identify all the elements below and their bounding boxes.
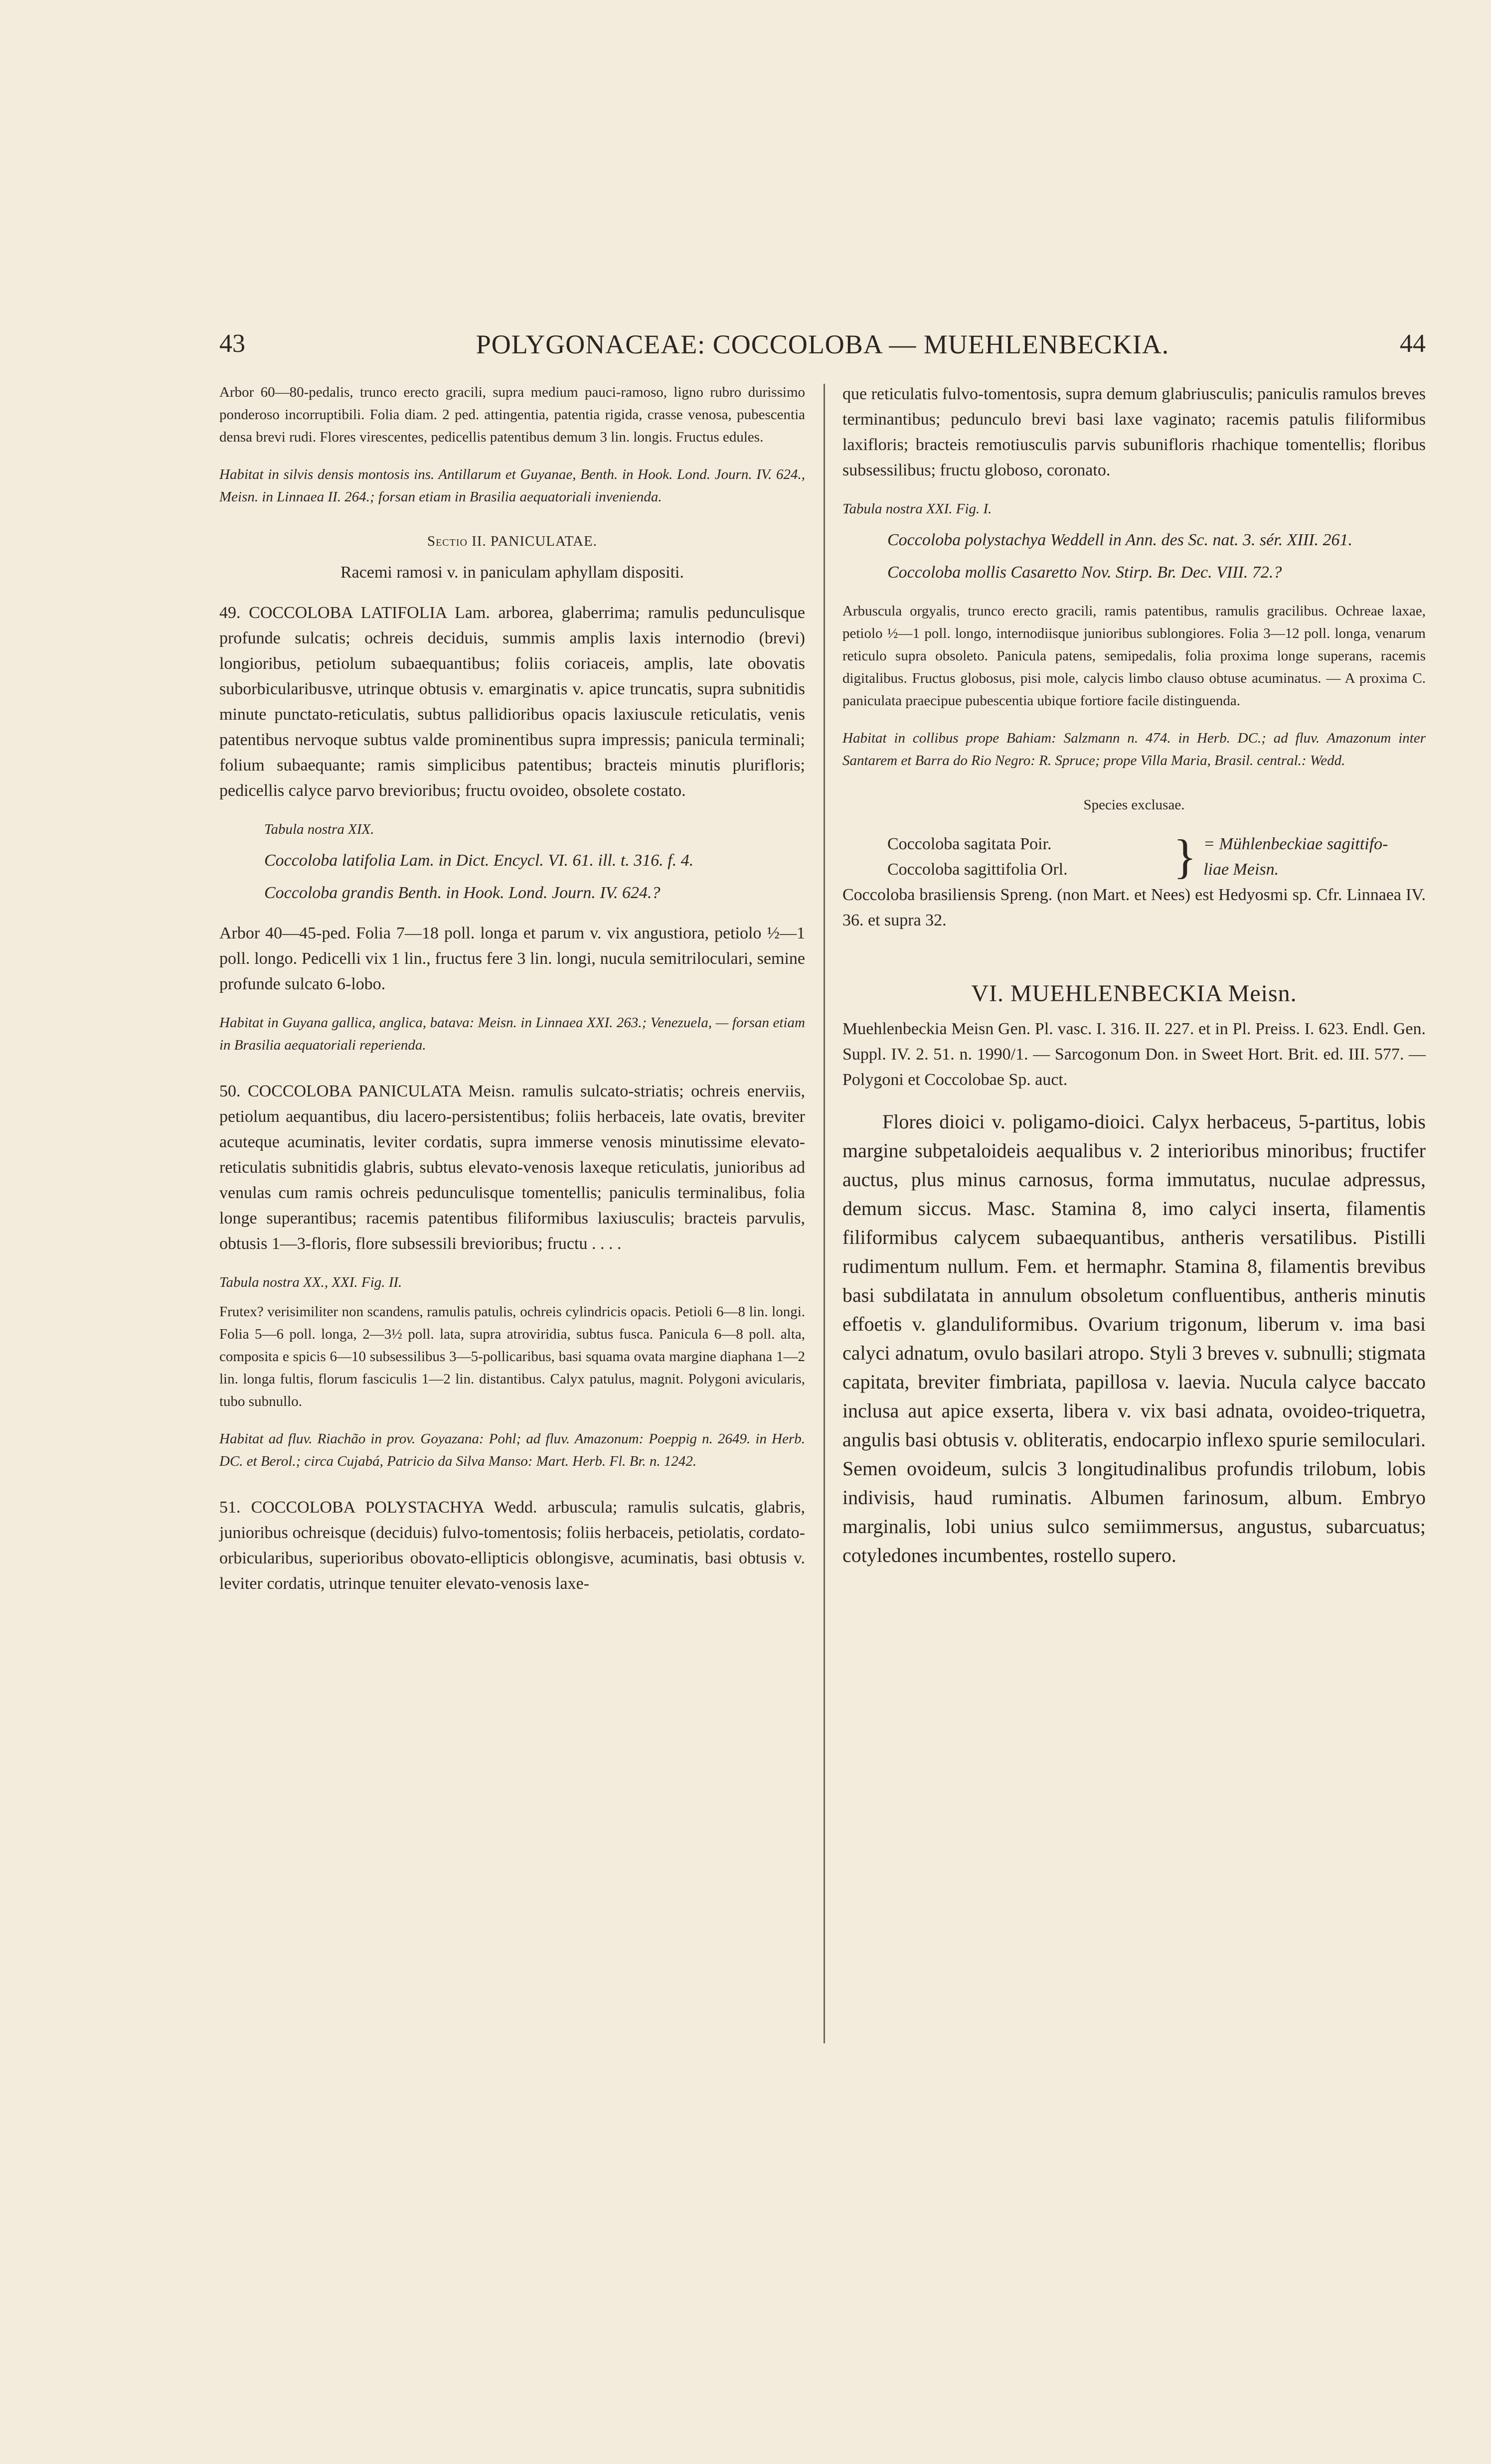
species-51-description: Arbuscula orgyalis, trunco erecto gracili, ramis patentibus, ramulis gracilibus. Ochreae laxae, petiolo ½—1 poll. longo, internodiisque junioribus sublongiores. Folia 3—12 poll. longa, venarum reticulo supra obsoleto. Panicula patens, semipedalis, folia proxima longe superans, racemis digitalibus. Fructus globosus, pisi mole, calycis limbo clauso obtuse acuminatus. — A proxima C. paniculata praecipue pubescentia ubique fortiore facile distinguenda. bbox=[842, 603, 1426, 709]
excluded-species-heading: Species exclusae. bbox=[1083, 797, 1185, 813]
species-50-diagnosis: 50. COCCOLOBA PANICULATA Meisn. ramulis sulcato-striatis; ochreis enerviis, petiolum aequantibus, diu lacero-persistentibus; foliis herbaceis, late ovatis, breviter acuteque acuminatis, leviter cordatis, supra immerse venosis minutissime elevato-reticulatis subnitidis glabris, subtus elevato-venosis laxeque reticulatis, junioribus ad venulas cum ramis ochreis pedunculisque tomentellis; paniculis terminalibus, folia longe superantibus; racemis patentibus filiformibus laxiusculis; bracteis parvulis, obtusis 1—3-floris, flore subsessili brevioribus; fructu . . . . bbox=[219, 1082, 805, 1253]
left-column bbox=[219, 381, 805, 1603]
section-heading: Sectio II. PANICULATAE. bbox=[427, 533, 598, 549]
species-50-habitat: Habitat ad fluv. Riachão in prov. Goyazana: Pohl; ad fluv. Amazonum: Poeppig n. 2649. in Herb. DC. et Berol.; circa Cujabá, Patricio da Silva Manso: Mart. Herb. Fl. Br. n. 1242. bbox=[219, 1431, 805, 1469]
species-49-description: Arbor 40—45-ped. Folia 7—18 poll. longa et parum v. vix angustiora, petiolo ½—1 poll. longo. Pedicelli vix 1 lin., fructus fere 3 lin. longi, nucula semitriloculari, semine profunde sulcato 6-lobo. bbox=[219, 924, 805, 993]
habitat-note: Habitat in silvis densis montosis ins. Antillarum et Guyanae, Benth. in Hook. Lond. Journ. IV. 624., Meisn. in Linnaea II. 264.; forsan etiam in Brasilia aequatoriali invenienda. bbox=[219, 466, 805, 505]
page-header bbox=[219, 329, 1426, 369]
species-51-diagnosis-continued: que reticulatis fulvo-tomentosis, supra demum glabriusculis; paniculis ramulos breves terminantibus; pedunculo brevi basi laxe vaginato; racemis patulis filiformibus laxifloris; bracteis remotiusculis parvis subunifloris rhachique tomentellis; floribus subsessilibus; fructu globoso, coronato. bbox=[842, 385, 1426, 479]
genus-description: Flores dioici v. poligamo-dioici. Calyx herbaceus, 5-partitus, lobis margine subpetaloideis aequalibus v. 2 interioribus minoribus; fructifer auctus, plus minus carnosus, forma immutatus, nuculae adpressus, demum siccus. Masc. Stamina 8, imo calyci inserta, filamentis filiformibus calycem subaequantibus, antheris versatilibus. Pistilli rudimentum nullum. Fem. et hermaphr. Stamina 8, filamentis brevibus basi subdilatata in annulum obsoletum confluentibus, antheris minutis effoetis v. glanduliformibus. Ovarium trigonum, liberum v. ima basi calyci adnatum, ovulo basilari atropo. Styli 3 breves v. subnulli; stigmata capitata, breviter fimbriata, papillosa v. laevia. Nucula calyce baccato inclusa aut apice exserta, libera v. vix basi adnata, ovoideo-triquetra, angulis basi obtusis v. obliteratis, endocarpio inflexo spurie semiloculari. Semen ovoideum, sulcis 3 longitudinalibus profundis trilobum, lobis indivisis, haud ruminatis. Albumen farinosum, album. Embryo marginalis, lobi unius sulco semiimmersus, angustus, subarcuatus; cotyledones incumbentes, rostello supero. bbox=[842, 1110, 1426, 1566]
species-50-plate: Tabula nostra XX., XXI. Fig. II. bbox=[219, 1274, 402, 1290]
genus-heading: VI. MUEHLENBECKIA Meisn. bbox=[971, 980, 1297, 1007]
species-description: Arbor 60—80-pedalis, trunco erecto gracili, supra medium pauci-ramoso, ligno rubro durissimo ponderoso incorruptibili. Folia diam. 2 ped. attingentia, patentia rigida, crasse venosa, pubescentia densa brevi rudi. Flores virescentes, pedicellis patentibus demum 3 lin. longis. Fructus edules. bbox=[219, 384, 805, 445]
right-column bbox=[842, 381, 1426, 1577]
excluded-species-1: Coccoloba sagitata Poir. bbox=[887, 835, 1052, 853]
species-50-description: Frutex? verisimiliter non scandens, ramulis patulis, ochreis cylindricis opacis. Petioli 6—8 lin. longi. Folia 5—6 poll. longa, 2—3½ poll. lata, supra atroviridia, subtus fusca. Panicula 6—8 poll. alta, composita e spicis 6—10 subsessilibus 3—5-pollicaribus, basi squama ovata margine diaphana 1—2 lin. longa fultis, florum fasciculis 1—2 lin. distantibus. Calyx patulus, magnit. Polygoni avicularis, tubo subnullo. bbox=[219, 1304, 805, 1409]
excluded-species-3: Coccoloba brasiliensis Spreng. (non Mart. et Nees) est Hedyosmi sp. Cfr. Linnaea IV. 36. et supra 32. bbox=[842, 886, 1426, 929]
section-description: Racemi ramosi v. in paniculam aphyllam dispositi. bbox=[340, 563, 684, 582]
excluded-species-equivalent-b: liae Meisn. bbox=[1203, 860, 1279, 879]
excluded-species-equivalent-a: = Mühlenbeckiae sagittifo- bbox=[1203, 835, 1388, 853]
page-number-left: 43 bbox=[219, 329, 245, 358]
excluded-species-pair bbox=[842, 831, 1426, 882]
page-number-right: 44 bbox=[1400, 329, 1426, 358]
running-title: POLYGONACEAE: COCCOLOBA — MUEHLENBECKIA. bbox=[476, 329, 1169, 359]
species-49-plate: Tabula nostra XIX. bbox=[264, 821, 374, 837]
excluded-species-2: Coccoloba sagittifolia Orl. bbox=[887, 860, 1068, 879]
species-51-diagnosis: 51. COCCOLOBA POLYSTACHYA Wedd. arbuscula; ramulis sulcatis, glabris, junioribus ochreisque (deciduis) fulvo-tomentosis; foliis herbaceis, petiolatis, cordato-orbicularibus, superioribus obovato-ellipticis oblongisve, acuminatis, basi obtusis v. leviter cordatis, utrinque tenuiter elevato-venosis laxe- bbox=[219, 1498, 805, 1593]
species-49-synonym-2: Coccoloba grandis Benth. in Hook. Lond. Journ. IV. 624.? bbox=[264, 884, 661, 902]
species-49-habitat: Habitat in Guyana gallica, anglica, batava: Meisn. in Linnaea XXI. 263.; Venezuela, — forsan etiam in Brasilia aequatoriali reperienda. bbox=[219, 1015, 805, 1053]
column-divider bbox=[824, 384, 825, 2043]
excluded-species-list bbox=[842, 831, 1426, 933]
species-51-plate: Tabula nostra XXI. Fig. I. bbox=[842, 501, 992, 517]
species-51-synonym-2: Coccoloba mollis Casaretto Nov. Stirp. Br. Dec. VIII. 72.? bbox=[887, 563, 1282, 582]
species-49-diagnosis: 49. COCCOLOBA LATIFOLIA Lam. arborea, glaberrima; ramulis pedunculisque profunde sulcatis; ochreis deciduis, summis amplis laxis internodio (brevi) longioribus, petiolum subaequantibus; foliis coriaceis, amplis, late obovatis suborbicularibusve, utrinque obtusis v. emarginatis v. apice truncatis, supra subnitidis minute punctato-reticulatis, subtus pallidioribus opacis laxiuscule reticulatis, venis patentibus nervoque subtus valde prominentibus supra impressis; panicula terminali; folium subaequante; ramis simplicibus patentibus; bracteis minutis plurifloris; pedicellis calyce parvo brevioribus; fructu ovoideo, obsolete costato. bbox=[219, 604, 805, 800]
brace-icon: } bbox=[1173, 830, 1197, 883]
species-49-synonym-1: Coccoloba latifolia Lam. in Dict. Encycl. VI. 61. ill. t. 316. f. 4. bbox=[264, 851, 694, 870]
genus-synonymy: Muehlenbeckia Meisn Gen. Pl. vasc. I. 316. II. 227. et in Pl. Preiss. I. 623. Endl. Gen. Suppl. IV. 2. 51. n. 1990/1. — Sarcogonum Don. in Sweet Hort. Brit. ed. III. 577. — Polygoni et Coccolobae Sp. auct. bbox=[842, 1020, 1426, 1089]
species-51-synonym-1: Coccoloba polystachya Weddell in Ann. des Sc. nat. 3. sér. XIII. 261. bbox=[887, 531, 1352, 549]
species-51-habitat: Habitat in collibus prope Bahiam: Salzmann n. 474. in Herb. DC.; ad fluv. Amazonum inter Santarem et Barra do Rio Negro: R. Spruce; prope Villa Maria, Brasil. central.: Wedd. bbox=[842, 730, 1426, 769]
